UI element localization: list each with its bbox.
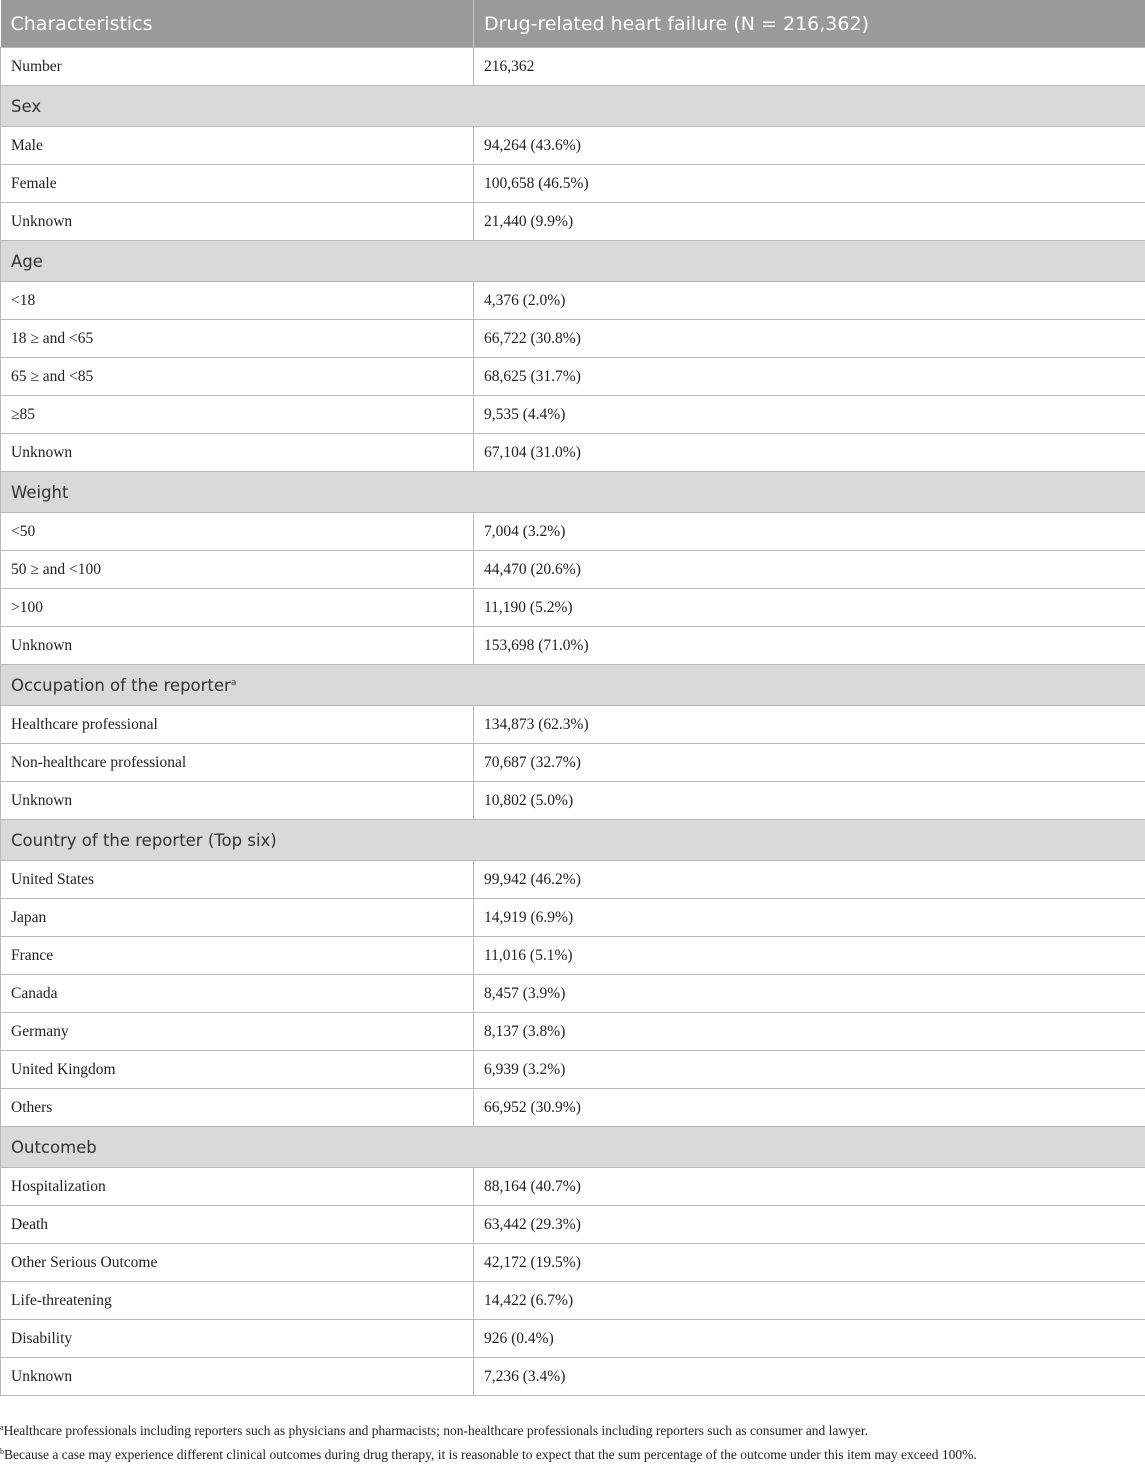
row-label: 65 ≥ and <85 [1, 358, 474, 396]
header-characteristics: Characteristics [1, 0, 474, 48]
row-value: 926 (0.4%) [474, 1320, 1145, 1358]
row-label: Male [1, 127, 474, 165]
section-row-outcome [1, 1127, 1145, 1168]
section-title: Outcomeb [1, 1127, 1145, 1168]
section-row-country [1, 820, 1145, 861]
section-title: Sex [1, 86, 1145, 127]
row-label: <18 [1, 282, 474, 320]
row-label: Others [1, 1089, 474, 1127]
row-label: Unknown [1, 434, 474, 472]
table-row [1, 48, 1145, 86]
table-row [1, 1051, 1145, 1089]
row-value: 7,004 (3.2%) [474, 513, 1145, 551]
row-label: Death [1, 1206, 474, 1244]
row-value: 10,802 (5.0%) [474, 782, 1145, 820]
row-label: Healthcare professional [1, 706, 474, 744]
table-row [1, 434, 1145, 472]
table-row [1, 127, 1145, 165]
row-label: <50 [1, 513, 474, 551]
row-label: Unknown [1, 782, 474, 820]
row-value: 9,535 (4.4%) [474, 396, 1145, 434]
row-value: 7,236 (3.4%) [474, 1358, 1145, 1396]
row-label: Japan [1, 899, 474, 937]
row-label: Unknown [1, 1358, 474, 1396]
row-value: 66,722 (30.8%) [474, 320, 1145, 358]
section-row-age [1, 241, 1145, 282]
table-row [1, 396, 1145, 434]
row-label: Disability [1, 1320, 474, 1358]
row-value: 44,470 (20.6%) [474, 551, 1145, 589]
row-label: Unknown [1, 203, 474, 241]
row-value: 8,137 (3.8%) [474, 1013, 1145, 1051]
table-row [1, 282, 1145, 320]
row-label: Unknown [1, 627, 474, 665]
row-label: Life-threatening [1, 1282, 474, 1320]
row-label: 50 ≥ and <100 [1, 551, 474, 589]
row-value: 6,939 (3.2%) [474, 1051, 1145, 1089]
table-header-row [1, 0, 1145, 48]
footnote-text: Healthcare professionals including reporters such as physicians and pharmacists; non-healthcare professionals including reporters such as consumer and lawyer. [4, 1423, 868, 1438]
row-value: 11,190 (5.2%) [474, 589, 1145, 627]
table-row [1, 320, 1145, 358]
row-value: 66,952 (30.9%) [474, 1089, 1145, 1127]
table-row [1, 1320, 1145, 1358]
table-row [1, 589, 1145, 627]
table-row [1, 165, 1145, 203]
section-row-sex [1, 86, 1145, 127]
row-value: 99,942 (46.2%) [474, 861, 1145, 899]
section-title-cell [1, 665, 1145, 706]
row-value: 63,442 (29.3%) [474, 1206, 1145, 1244]
row-label: Female [1, 165, 474, 203]
row-value: 94,264 (43.6%) [474, 127, 1145, 165]
section-title: Occupation of the reporter [11, 676, 231, 695]
table-row [1, 937, 1145, 975]
row-label: United States [1, 861, 474, 899]
table-row [1, 899, 1145, 937]
row-value: 70,687 (32.7%) [474, 744, 1145, 782]
row-label: 18 ≥ and <65 [1, 320, 474, 358]
row-label: Other Serious Outcome [1, 1244, 474, 1282]
row-label: Germany [1, 1013, 474, 1051]
row-value: 42,172 (19.5%) [474, 1244, 1145, 1282]
row-label: ≥85 [1, 396, 474, 434]
row-value: 153,698 (71.0%) [474, 627, 1145, 665]
footnote-mark: a [0, 1423, 4, 1432]
row-label: Hospitalization [1, 1168, 474, 1206]
row-value: 134,873 (62.3%) [474, 706, 1145, 744]
row-label: Canada [1, 975, 474, 1013]
table-row [1, 782, 1145, 820]
row-value: 4,376 (2.0%) [474, 282, 1145, 320]
row-label: Non-healthcare professional [1, 744, 474, 782]
table-row [1, 203, 1145, 241]
row-value: 14,422 (6.7%) [474, 1282, 1145, 1320]
row-label: Number [1, 48, 474, 86]
row-value: 100,658 (46.5%) [474, 165, 1145, 203]
row-value: 8,457 (3.9%) [474, 975, 1145, 1013]
section-title: Weight [1, 472, 1145, 513]
row-value: 88,164 (40.7%) [474, 1168, 1145, 1206]
table-row [1, 1206, 1145, 1244]
table-row [1, 706, 1145, 744]
header-drug-related-heart-failure: Drug-related heart failure (N = 216,362) [474, 0, 1145, 48]
row-value: 67,104 (31.0%) [474, 434, 1145, 472]
table-row [1, 1168, 1145, 1206]
table-row [1, 861, 1145, 899]
table-row [1, 627, 1145, 665]
table-row [1, 1089, 1145, 1127]
table-row [1, 744, 1145, 782]
row-value: 21,440 (9.9%) [474, 203, 1145, 241]
section-title: Country of the reporter (Top six) [1, 820, 1145, 861]
footnote-b [0, 1441, 1145, 1465]
table-row [1, 513, 1145, 551]
table-row [1, 1013, 1145, 1051]
table-row [1, 975, 1145, 1013]
row-label: >100 [1, 589, 474, 627]
section-row-occupation [1, 665, 1145, 706]
section-title: Age [1, 241, 1145, 282]
table-row [1, 1358, 1145, 1396]
footnote-text: Because a case may experience different clinical outcomes during drug therapy, it is reasonable to expect that the sum percentage of the outcome under this item may exceed 100%. [4, 1447, 977, 1462]
footnote-mark: b [0, 1447, 4, 1456]
row-value: 216,362 [474, 48, 1145, 86]
table-row [1, 358, 1145, 396]
table-row [1, 1244, 1145, 1282]
table-row [1, 1282, 1145, 1320]
row-value: 11,016 (5.1%) [474, 937, 1145, 975]
section-row-weight [1, 472, 1145, 513]
footnote-marker-a: a [231, 678, 237, 688]
table-row [1, 551, 1145, 589]
row-value: 14,919 (6.9%) [474, 899, 1145, 937]
row-label: United Kingdom [1, 1051, 474, 1089]
row-value: 68,625 (31.7%) [474, 358, 1145, 396]
footnote-a [0, 1417, 1145, 1441]
row-label: France [1, 937, 474, 975]
